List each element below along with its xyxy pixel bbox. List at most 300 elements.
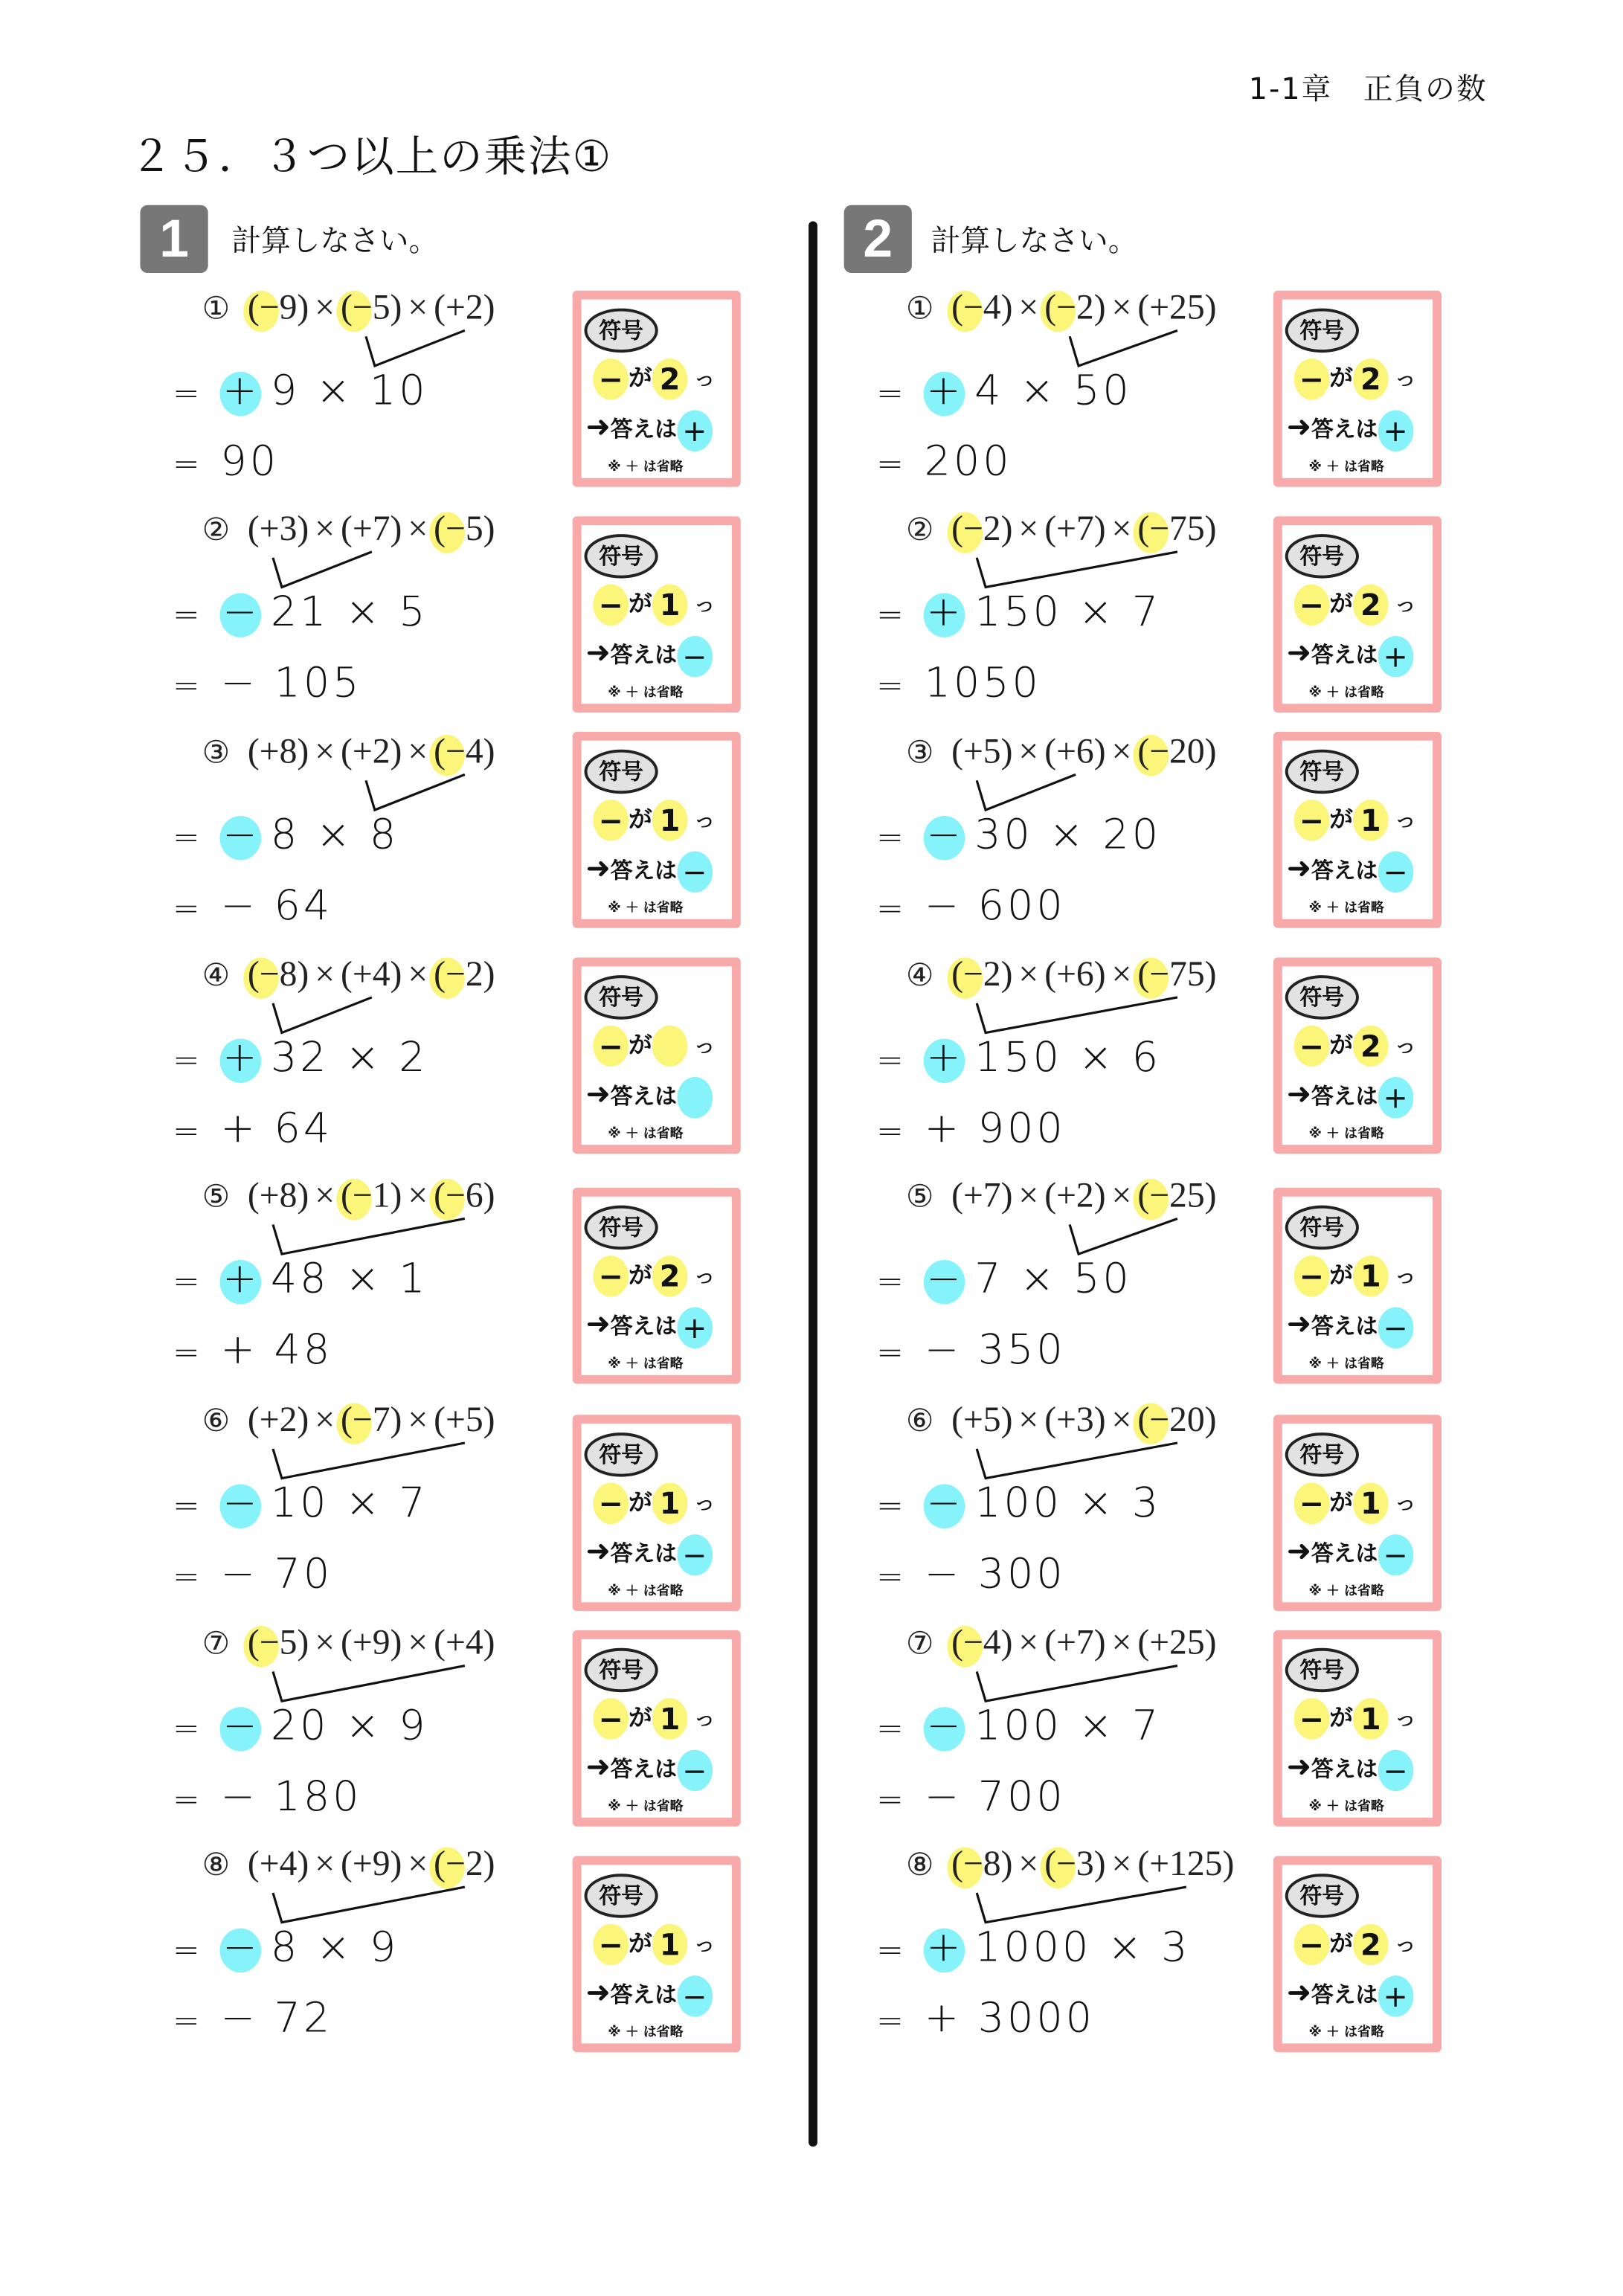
equals-sign: = <box>173 2003 203 2041</box>
minus-count-line <box>1294 358 1414 400</box>
answer-sign-line <box>1287 1533 1413 1575</box>
arrow-icon: ➜ <box>1286 1075 1311 1111</box>
answer-sign <box>677 1076 713 1118</box>
answer-value: 1050 <box>924 657 1041 707</box>
step-expression: 32 × 2 <box>270 1032 428 1082</box>
arrow-icon: ➜ <box>1286 1533 1311 1569</box>
answer-sign-line <box>586 1749 713 1791</box>
factor: (−1) <box>341 1177 402 1216</box>
answer-sign-line <box>586 1533 713 1575</box>
ga-text: が <box>1329 1488 1354 1517</box>
minus-count-line <box>593 1924 713 1966</box>
sign-box <box>573 291 741 487</box>
ga-text: が <box>629 1030 652 1059</box>
times-sign: × <box>408 1401 428 1441</box>
problem <box>876 733 1319 961</box>
answer-line <box>876 1549 1065 1598</box>
tsu-text: つ <box>696 1495 713 1515</box>
factor: (−7) <box>341 1401 402 1441</box>
ga-text: が <box>1329 1703 1354 1731</box>
equals-sign: = <box>876 668 907 706</box>
problem-number: ⑧ <box>202 1847 231 1883</box>
sign-box <box>1273 957 1442 1154</box>
answer-value: − 600 <box>924 881 1066 930</box>
factor: (−20) <box>1137 1401 1217 1441</box>
problem-number: ⑥ <box>905 1403 934 1439</box>
minus-count-line <box>593 1483 713 1525</box>
page-title: ２５．３つ以上の乗法① <box>129 131 613 181</box>
problem-expression <box>202 289 495 329</box>
factor: (+2) <box>247 1401 309 1441</box>
times-sign: × <box>1018 1401 1039 1441</box>
sign-label: 符号 <box>1285 1648 1359 1693</box>
minus-count-line <box>1294 1924 1414 1966</box>
bracket-line <box>977 1887 1186 1923</box>
tsu-text: つ <box>696 370 713 390</box>
step-expression: 20 × 9 <box>270 1701 428 1750</box>
bracket-line <box>366 330 465 366</box>
answer-value: − 350 <box>924 1325 1066 1374</box>
times-sign: × <box>408 289 428 328</box>
minus-highlight: − <box>1294 1483 1330 1525</box>
bracket-line <box>273 552 372 588</box>
problem-number: ④ <box>202 957 231 993</box>
minus-highlight: − <box>593 585 629 626</box>
times-sign: × <box>408 1177 428 1216</box>
minus-count: 2 <box>1353 1924 1389 1966</box>
equals-sign: = <box>173 1264 203 1302</box>
factor: (+7) <box>1044 1624 1106 1663</box>
minus-count: 1 <box>652 1483 688 1525</box>
step-line <box>876 366 1131 414</box>
omit-note: ※ ＋ は省略 <box>1308 460 1384 475</box>
factor: (+25) <box>1137 1624 1217 1663</box>
step-line <box>876 1033 1161 1081</box>
minus-highlight: − <box>1294 800 1330 841</box>
step-line <box>876 810 1161 858</box>
sign-label: 符号 <box>1285 309 1359 353</box>
omit-note: ※ ＋ は省略 <box>1308 1800 1384 1815</box>
step-line <box>173 1033 428 1081</box>
problem-expression <box>202 956 495 996</box>
bracket-line <box>977 774 1076 810</box>
answer-sign-line <box>586 1974 713 2016</box>
omit-note: ※ ＋ は省略 <box>1308 1357 1384 1372</box>
answer-line <box>173 1104 332 1152</box>
arrow-icon: ➜ <box>585 1305 611 1342</box>
minus-count: 2 <box>1353 585 1389 626</box>
factor: (+3) <box>247 510 309 549</box>
bracket-line <box>273 1666 465 1702</box>
step-expression: 7 × 50 <box>974 1254 1132 1303</box>
answer-is-text: 答えは <box>1311 1755 1378 1783</box>
sign-box <box>573 1630 741 1827</box>
equals-sign: = <box>173 668 203 706</box>
step-line <box>173 1254 428 1302</box>
minus-count: 1 <box>1353 1255 1389 1297</box>
minus-highlight: − <box>593 1483 629 1525</box>
answer-value: − 700 <box>924 1772 1066 1821</box>
step-expression: 48 × 1 <box>270 1254 428 1303</box>
tsu-text: つ <box>1397 370 1414 390</box>
equals-sign: = <box>173 891 203 928</box>
problem-number: ⑤ <box>905 1178 934 1215</box>
sign-box <box>1273 1415 1442 1611</box>
problem-expression <box>202 1401 495 1441</box>
sign-label: 符号 <box>585 1206 658 1250</box>
minus-count: 1 <box>652 1924 688 1966</box>
arrow-icon: ➜ <box>585 849 611 886</box>
problem-expression <box>906 956 1217 996</box>
sign-highlight: − <box>220 1701 262 1749</box>
tsu-text: つ <box>1397 1711 1414 1730</box>
sign-highlight: − <box>925 1254 966 1302</box>
arrow-icon: ➜ <box>1286 1748 1311 1784</box>
equals-sign: = <box>173 1113 203 1151</box>
ga-text: が <box>629 1261 652 1289</box>
answer-sign: + <box>1378 635 1413 677</box>
answer-sign-line <box>1287 1306 1413 1348</box>
answer-sign: + <box>1378 1076 1413 1118</box>
step-expression: 4 × 50 <box>974 365 1132 415</box>
minus-count: 2 <box>1353 1026 1389 1067</box>
factor: (−5) <box>341 289 402 328</box>
equals-sign: = <box>173 447 203 484</box>
sign-label: 符号 <box>585 309 658 353</box>
omit-note: ※ ＋ は省略 <box>1308 2025 1384 2041</box>
problem <box>173 956 615 1183</box>
minus-highlight: − <box>593 1924 629 1966</box>
factor: (−2) <box>434 1845 495 1885</box>
minus-count <box>652 1026 688 1067</box>
minus-count: 1 <box>1353 1698 1389 1740</box>
sign-label: 符号 <box>585 1432 658 1477</box>
answer-sign: − <box>1378 851 1413 893</box>
step-expression: 8 × 9 <box>270 1922 399 1972</box>
sign-box <box>573 732 741 928</box>
omit-note: ※ ＋ は省略 <box>608 1127 684 1142</box>
omit-note: ※ ＋ は省略 <box>608 686 684 701</box>
answer-sign: − <box>1378 1307 1413 1348</box>
answer-value: − 300 <box>924 1549 1066 1598</box>
problem-expression <box>906 1177 1217 1218</box>
ga-text: が <box>629 805 652 833</box>
step-expression: 100 × 3 <box>974 1478 1162 1528</box>
minus-highlight: − <box>593 1255 629 1297</box>
problem-number: ⑤ <box>202 1178 231 1215</box>
equals-sign: = <box>876 1335 907 1372</box>
times-sign: × <box>315 510 335 549</box>
problem-number: ① <box>905 290 934 327</box>
arrow-icon: ➜ <box>1286 1305 1311 1342</box>
answer-line <box>173 881 332 929</box>
bracket-line <box>366 774 465 810</box>
step-expression: 150 × 7 <box>974 587 1162 636</box>
problem-expression <box>202 1846 495 1886</box>
arrow-icon: ➜ <box>1286 634 1311 670</box>
minus-highlight: − <box>1294 1698 1330 1740</box>
sign-box <box>573 516 741 713</box>
step-expression: 1000 × 3 <box>974 1922 1191 1972</box>
answer-is-text: 答えは <box>610 1540 678 1567</box>
step-line <box>173 587 428 635</box>
sign-highlight: − <box>925 810 966 858</box>
factor: (−9) <box>247 289 309 328</box>
bracket-line <box>977 552 1177 588</box>
answer-is-text: 答えは <box>1311 1981 1378 2008</box>
times-sign: × <box>1018 289 1039 328</box>
bracket-line <box>977 1666 1177 1702</box>
factor: (−75) <box>1137 956 1217 994</box>
tsu-text: つ <box>1397 811 1414 832</box>
omit-note: ※ ＋ は省略 <box>608 1800 684 1815</box>
sign-highlight: − <box>925 1479 966 1527</box>
sign-highlight: − <box>925 1701 966 1749</box>
sign-highlight: + <box>220 1033 262 1081</box>
minus-count-line <box>593 800 713 841</box>
factor: (+9) <box>341 1845 402 1885</box>
answer-is-text: 答えは <box>610 416 678 443</box>
minus-count-line <box>593 1026 713 1067</box>
minus-highlight: − <box>1294 585 1330 626</box>
times-sign: × <box>1111 1401 1132 1441</box>
problem-expression <box>906 733 1217 774</box>
ga-text: が <box>629 1488 652 1517</box>
bracket-line <box>1070 330 1177 366</box>
step-line <box>173 1923 399 1971</box>
answer-line <box>876 1104 1065 1152</box>
answer-line <box>173 658 361 707</box>
arrow-icon: ➜ <box>585 408 611 445</box>
sign-highlight: + <box>925 366 966 414</box>
omit-note: ※ ＋ は省略 <box>608 460 684 475</box>
step-expression: 21 × 5 <box>270 587 428 636</box>
times-sign: × <box>1111 956 1132 994</box>
factor: (+125) <box>1137 1845 1235 1885</box>
answer-sign: − <box>677 1534 713 1575</box>
sign-box <box>573 957 741 1154</box>
answer-is-text: 答えは <box>610 1981 678 2008</box>
problem <box>173 733 615 961</box>
answer-value: − 105 <box>220 657 362 707</box>
answer-is-text: 答えは <box>610 641 678 669</box>
equals-sign: = <box>173 1559 203 1597</box>
tsu-text: つ <box>696 596 713 617</box>
ga-text: が <box>1329 589 1354 618</box>
answer-line <box>876 1325 1065 1373</box>
minus-count: 1 <box>652 585 688 626</box>
answer-line <box>173 437 279 485</box>
sign-box <box>1273 732 1442 928</box>
answer-value: + 900 <box>924 1103 1066 1153</box>
equals-sign: = <box>876 597 907 634</box>
times-sign: × <box>315 1177 335 1216</box>
sign-label: 符号 <box>585 534 658 579</box>
problem <box>876 289 1319 517</box>
equals-sign: = <box>876 891 907 928</box>
factor: (+3) <box>1044 1401 1106 1441</box>
answer-value: + 64 <box>220 1103 333 1153</box>
answer-sign-line <box>1287 1075 1413 1118</box>
problem-number: ⑦ <box>202 1625 231 1662</box>
times-sign: × <box>408 956 428 994</box>
sign-label: 符号 <box>1285 975 1359 1020</box>
factor: (−2) <box>951 510 1013 549</box>
minus-highlight: − <box>1294 358 1330 400</box>
sign-label: 符号 <box>1285 1432 1359 1477</box>
equals-sign: = <box>173 1043 203 1081</box>
sign-label: 符号 <box>585 750 658 794</box>
sign-label: 符号 <box>585 975 658 1020</box>
answer-sign: + <box>677 1307 713 1348</box>
equals-sign: = <box>173 1488 203 1526</box>
times-sign: × <box>1018 1624 1039 1663</box>
step-expression: 10 × 7 <box>270 1478 428 1528</box>
answer-value: − 72 <box>220 1993 333 2042</box>
answer-value: 90 <box>220 437 280 486</box>
step-line <box>876 1254 1131 1302</box>
tsu-text: つ <box>696 1038 713 1058</box>
answer-sign: − <box>677 1975 713 2016</box>
factor: (−2) <box>434 956 495 994</box>
factor: (+9) <box>341 1624 402 1663</box>
answer-value: − 70 <box>220 1549 333 1598</box>
column-divider <box>809 222 817 2147</box>
answer-sign: − <box>677 1749 713 1791</box>
tsu-text: つ <box>1397 1495 1414 1515</box>
answer-sign-line <box>1287 408 1413 451</box>
minus-count-line <box>1294 1483 1414 1525</box>
factor: (+7) <box>341 510 402 549</box>
problem <box>876 1177 1319 1405</box>
step-line <box>173 810 399 858</box>
problem <box>876 1845 1319 2073</box>
answer-sign-line <box>1287 1974 1413 2016</box>
factor: (−5) <box>247 1624 309 1663</box>
answer-line <box>876 658 1041 707</box>
arrow-icon: ➜ <box>1286 408 1311 445</box>
tsu-text: つ <box>696 1267 713 1287</box>
equals-sign: = <box>876 2003 907 2041</box>
answer-value: − 64 <box>220 881 333 930</box>
factor: (+4) <box>247 1845 309 1885</box>
minus-highlight: − <box>1294 1255 1330 1297</box>
equals-sign: = <box>173 1932 203 1970</box>
arrow-icon: ➜ <box>585 1075 611 1111</box>
factor: (−4) <box>434 733 495 772</box>
times-sign: × <box>315 1845 335 1885</box>
arrow-icon: ➜ <box>585 1974 611 2010</box>
sign-highlight: + <box>925 1033 966 1081</box>
factor: (−2) <box>951 956 1013 994</box>
minus-count-line <box>1294 1026 1414 1067</box>
factor: (+5) <box>434 1401 495 1441</box>
step-line <box>876 1923 1190 1971</box>
step-line <box>173 1479 428 1527</box>
sign-label: 符号 <box>585 1874 658 1918</box>
answer-sign-line <box>1287 1749 1413 1791</box>
times-sign: × <box>315 289 335 328</box>
sign-highlight: − <box>220 810 262 858</box>
answer-is-text: 答えは <box>610 857 678 884</box>
minus-highlight: − <box>593 1026 629 1067</box>
factor: (+7) <box>1044 510 1106 549</box>
answer-sign-line <box>586 850 713 893</box>
minus-count-line <box>1294 1255 1414 1297</box>
ga-text: が <box>1329 363 1354 392</box>
sign-box <box>1273 1856 1442 2052</box>
equals-sign: = <box>876 1488 907 1526</box>
minus-highlight: − <box>593 1698 629 1740</box>
arrow-icon: ➜ <box>1286 849 1311 886</box>
problem <box>173 1845 615 2073</box>
times-sign: × <box>408 1845 428 1885</box>
times-sign: × <box>1018 510 1039 549</box>
times-sign: × <box>315 733 335 772</box>
factor: (+5) <box>951 733 1013 772</box>
factor: (+2) <box>1044 1177 1106 1216</box>
equals-sign: = <box>876 820 907 858</box>
ga-text: が <box>1329 1261 1354 1289</box>
times-sign: × <box>1018 1177 1039 1216</box>
times-sign: × <box>1111 1624 1132 1663</box>
sign-label: 符号 <box>585 1648 658 1693</box>
sign-highlight: − <box>220 1923 262 1971</box>
times-sign: × <box>315 1624 335 1663</box>
times-sign: × <box>408 1624 428 1663</box>
ga-text: が <box>629 363 652 392</box>
answer-is-text: 答えは <box>610 1313 678 1340</box>
equals-sign: = <box>876 1264 907 1302</box>
problem-number: ③ <box>202 734 231 771</box>
minus-count: 2 <box>652 1255 688 1297</box>
sign-highlight: − <box>220 1479 262 1527</box>
problem-number: ④ <box>905 957 934 993</box>
arrow-icon: ➜ <box>585 1533 611 1569</box>
times-sign: × <box>1111 289 1132 328</box>
step-expression: 30 × 20 <box>974 810 1162 859</box>
ga-text: が <box>1329 805 1354 833</box>
factor: (−8) <box>247 956 309 994</box>
step-expression: 8 × 8 <box>270 810 399 859</box>
ga-text: が <box>629 1929 652 1958</box>
bracket-line <box>977 997 1177 1033</box>
factor: (−5) <box>434 510 495 549</box>
sign-box <box>573 1415 741 1611</box>
factor: (−75) <box>1137 510 1217 549</box>
problem <box>876 1624 1319 1852</box>
sign-box <box>573 1188 741 1384</box>
problem <box>876 956 1319 1183</box>
answer-line <box>876 1772 1065 1820</box>
problem-expression <box>202 510 495 550</box>
answer-is-text: 答えは <box>610 1082 678 1110</box>
times-sign: × <box>1111 510 1132 549</box>
equals-sign: = <box>173 820 203 858</box>
step-line <box>173 366 428 414</box>
bracket-line <box>1070 1218 1177 1254</box>
step-line <box>876 1701 1161 1749</box>
minus-count: 1 <box>1353 800 1389 841</box>
factor: (+2) <box>434 289 495 328</box>
sign-box <box>1273 1630 1442 1827</box>
answer-value: + 48 <box>220 1325 333 1374</box>
tsu-text: つ <box>696 811 713 832</box>
answer-sign-line <box>586 1306 713 1348</box>
problem-expression <box>906 1624 1217 1665</box>
equals-sign: = <box>173 1711 203 1749</box>
problem-number: ① <box>202 290 231 327</box>
